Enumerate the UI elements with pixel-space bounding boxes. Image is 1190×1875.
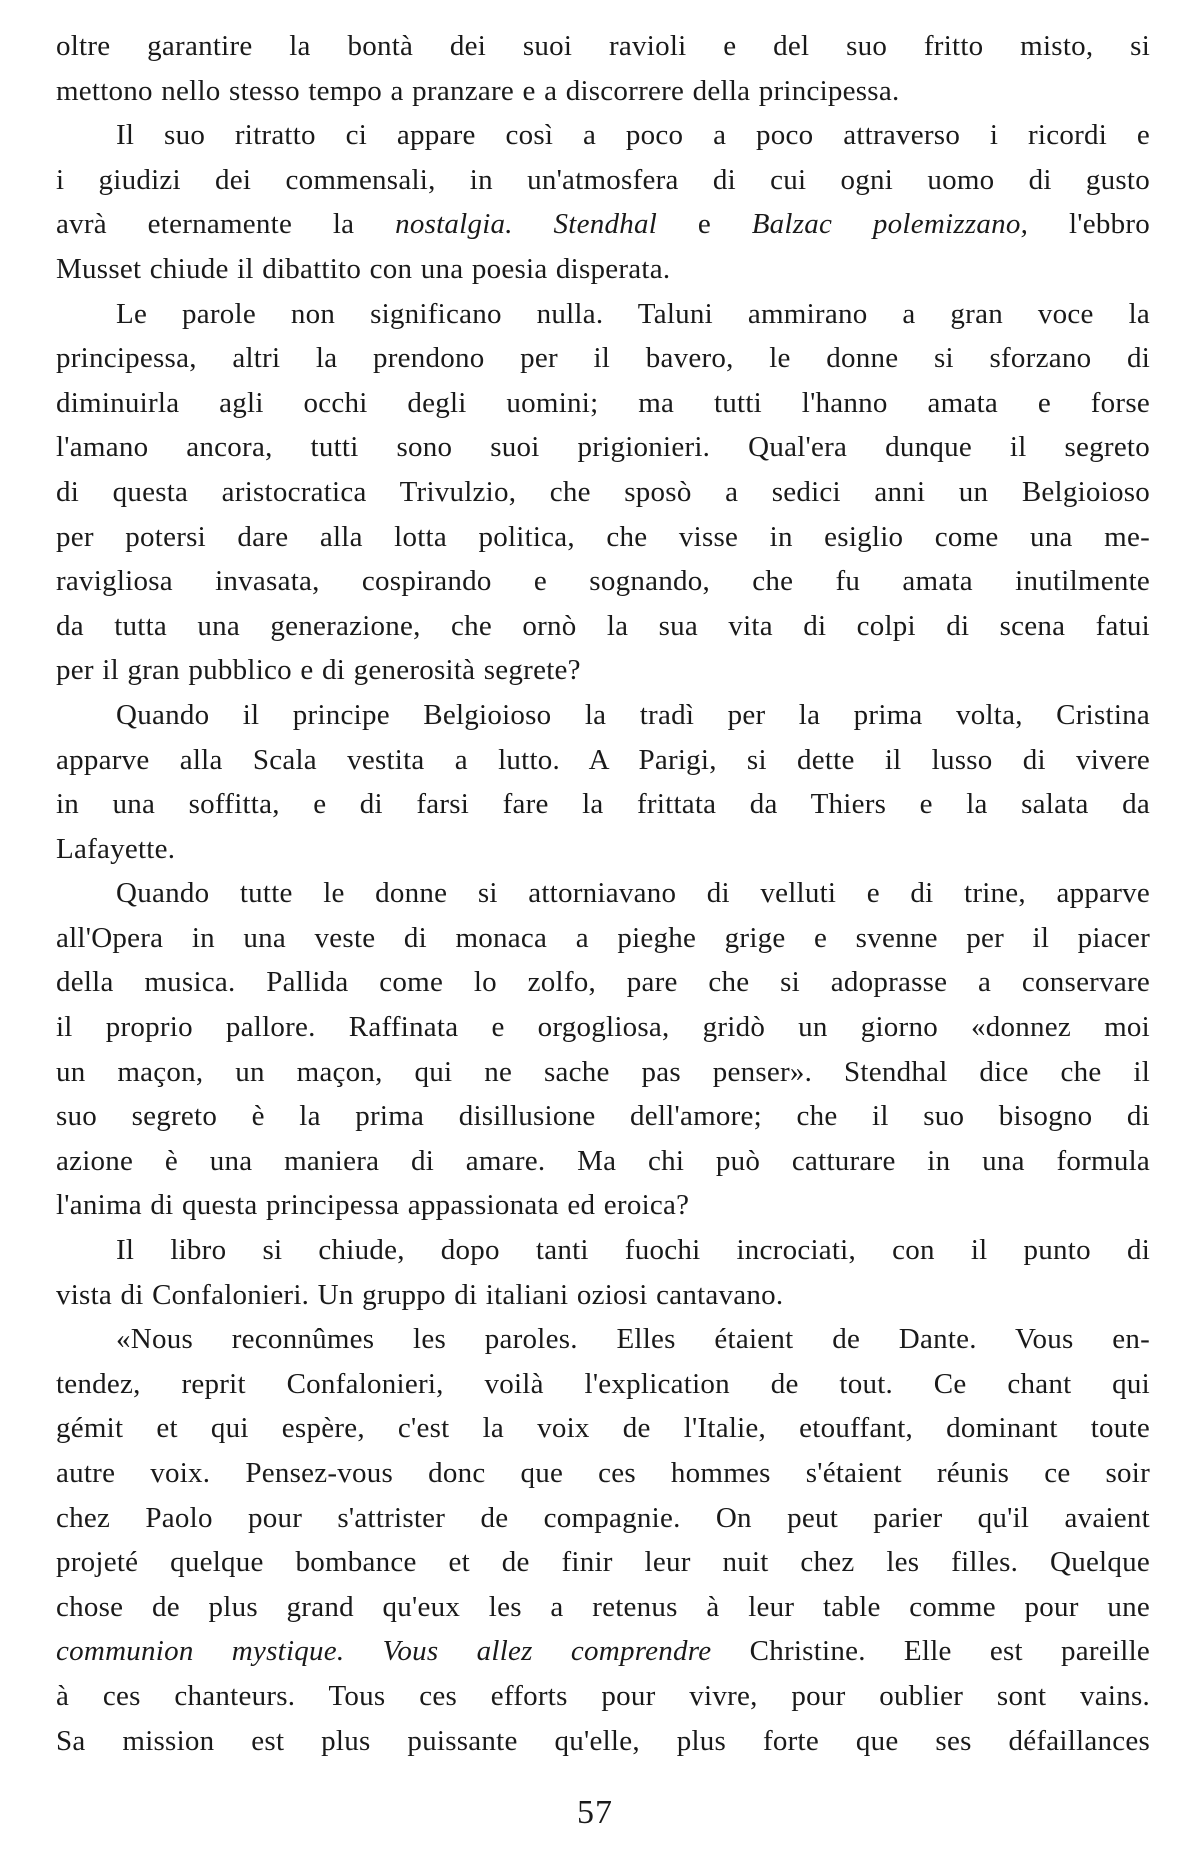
text-line: [56, 24, 1150, 69]
text-segment: Christine. Elle est pareille: [711, 1635, 1150, 1668]
text-line: [56, 1674, 1150, 1719]
body-text: [56, 24, 1150, 1763]
italic-text-segment: Balzac polemizzano,: [751, 208, 1029, 241]
text-line: [56, 202, 1150, 247]
text-line: [56, 1139, 1150, 1184]
text-line: [56, 1273, 1150, 1318]
text-segment: Quando tutte le donne si attorniavano di velluti e di trine, apparve: [116, 877, 1150, 910]
text-line: [56, 648, 1150, 693]
text-line: [56, 1496, 1150, 1541]
text-line: [56, 1050, 1150, 1095]
text-line: [56, 871, 1150, 916]
text-line: [56, 1719, 1150, 1764]
text-line: [56, 336, 1150, 381]
text-line: [56, 113, 1150, 158]
text-line: [56, 1362, 1150, 1407]
text-segment: il proprio pallore. Raffinata e orgogliosa, gridò un giorno «donnez moi: [56, 1011, 1150, 1044]
text-segment: «Nous reconnûmes les paroles. Elles étaient de Dante. Vous en-: [116, 1323, 1150, 1356]
text-segment: un maçon, un maçon, qui ne sache pas penser». Stendhal dice che il: [56, 1055, 1150, 1088]
text-line: [56, 381, 1150, 426]
text-line: [56, 1183, 1150, 1228]
text-segment: chez Paolo pour s'attrister de compagnie. On peut parier qu'il avaient: [56, 1501, 1150, 1534]
text-segment: i giudizi dei commensali, in un'atmosfera di cui ogni uomo di gusto: [56, 163, 1150, 196]
text-line: [56, 1228, 1150, 1273]
text-segment: e: [657, 208, 752, 241]
text-segment: azione è una maniera di amare. Ma chi può catturare in una formula: [56, 1144, 1150, 1177]
text-line: [56, 292, 1150, 337]
text-segment: Lafayette.: [56, 832, 176, 865]
text-line: [56, 604, 1150, 649]
text-segment: Sa mission est plus puissante qu'elle, plus forte que ses défaillances: [56, 1724, 1150, 1757]
text-segment: l'amano ancora, tutti sono suoi prigionieri. Qual'era dunque il segreto: [56, 431, 1150, 464]
text-segment: per potersi dare alla lotta politica, che visse in esiglio come una me-: [56, 520, 1150, 553]
text-segment: all'Opera in una veste di monaca a pieghe grige e svenne per il piacer: [56, 921, 1150, 954]
text-line: [56, 247, 1150, 292]
text-segment: oltre garantire la bontà dei suoi ravioli e del suo fritto misto, si: [56, 30, 1150, 62]
text-segment: vista di Confalonieri. Un gruppo di italiani oziosi cantavano.: [56, 1278, 784, 1311]
text-line: [56, 69, 1150, 114]
text-segment: Il libro si chiude, dopo tanti fuochi incrociati, con il punto di: [116, 1234, 1150, 1267]
text-line: [56, 782, 1150, 827]
text-segment: della musica. Pallida come lo zolfo, pare che si adoprasse a conservare: [56, 966, 1150, 999]
text-segment: per il gran pubblico e di generosità segrete?: [56, 654, 581, 687]
text-line: [56, 693, 1150, 738]
text-line: [56, 1094, 1150, 1139]
italic-text-segment: nostalgia. Stendhal: [395, 208, 658, 241]
text-line: [56, 1005, 1150, 1050]
text-segment: apparve alla Scala vestita a lutto. A Parigi, si dette il lusso di vivere: [56, 743, 1150, 776]
text-segment: di questa aristocratica Trivulzio, che sposò a sedici anni un Belgioioso: [56, 475, 1150, 508]
text-segment: in una soffitta, e di farsi fare la frittata da Thiers e la salata da: [56, 788, 1150, 821]
text-segment: ravigliosa invasata, cospirando e sognando, che fu amata inutilmente: [56, 565, 1150, 598]
text-line: [56, 559, 1150, 604]
text-segment: da tutta una generazione, che ornò la sua vita di colpi di scena fatui: [56, 609, 1150, 642]
text-segment: projeté quelque bombance et de finir leur nuit chez les filles. Quelque: [56, 1546, 1150, 1579]
text-line: [56, 470, 1150, 515]
text-segment: suo segreto è la prima disillusione dell'amore; che il suo bisogno di: [56, 1100, 1150, 1133]
text-line: [56, 1629, 1150, 1674]
text-line: [56, 1585, 1150, 1630]
text-line: [56, 827, 1150, 872]
text-segment: principessa, altri la prendono per il bavero, le donne si sforzano di: [56, 342, 1150, 375]
text-line: [56, 515, 1150, 560]
text-segment: chose de plus grand qu'eux les a retenus à leur table comme pour une: [56, 1590, 1150, 1623]
text-segment: Musset chiude il dibattito con una poesia disperata.: [56, 252, 671, 285]
text-line: [56, 1317, 1150, 1362]
text-segment: tendez, reprit Confalonieri, voilà l'explication de tout. Ce chant qui: [56, 1367, 1150, 1400]
text-line: [56, 1406, 1150, 1451]
text-line: [56, 158, 1150, 203]
text-segment: autre voix. Pensez-vous donc que ces hommes s'étaient réunis ce soir: [56, 1457, 1150, 1489]
text-segment: avrà eternamente la: [56, 208, 396, 241]
text-segment: Le parole non significano nulla. Taluni ammirano a gran voce la: [116, 297, 1150, 330]
text-line: [56, 738, 1150, 783]
text-segment: mettono nello stesso tempo a pranzare e a discorrere della principessa.: [56, 74, 900, 107]
italic-text-segment: communion mystique. Vous allez comprendre: [56, 1635, 712, 1668]
text-line: [56, 1540, 1150, 1585]
text-segment: Quando il principe Belgioioso la tradì per la prima volta, Cristina: [116, 698, 1150, 731]
text-line: [56, 425, 1150, 470]
text-segment: gémit et qui espère, c'est la voix de l'Italie, etouffant, dominant toute: [56, 1412, 1150, 1445]
text-segment: l'anima di questa principessa appassionata ed eroica?: [56, 1189, 690, 1222]
text-line: [56, 1451, 1150, 1496]
text-segment: l'ebbro: [1028, 208, 1151, 241]
text-segment: Il suo ritratto ci appare così a poco a poco attraverso i ricordi e: [116, 119, 1150, 152]
text-line: [56, 960, 1150, 1005]
text-line: [56, 916, 1150, 961]
text-segment: à ces chanteurs. Tous ces efforts pour vivre, pour oublier sont vains.: [56, 1679, 1150, 1712]
text-segment: diminuirla agli occhi degli uomini; ma tutti l'hanno amata e forse: [56, 386, 1150, 419]
page-number: 57: [577, 1794, 613, 1831]
